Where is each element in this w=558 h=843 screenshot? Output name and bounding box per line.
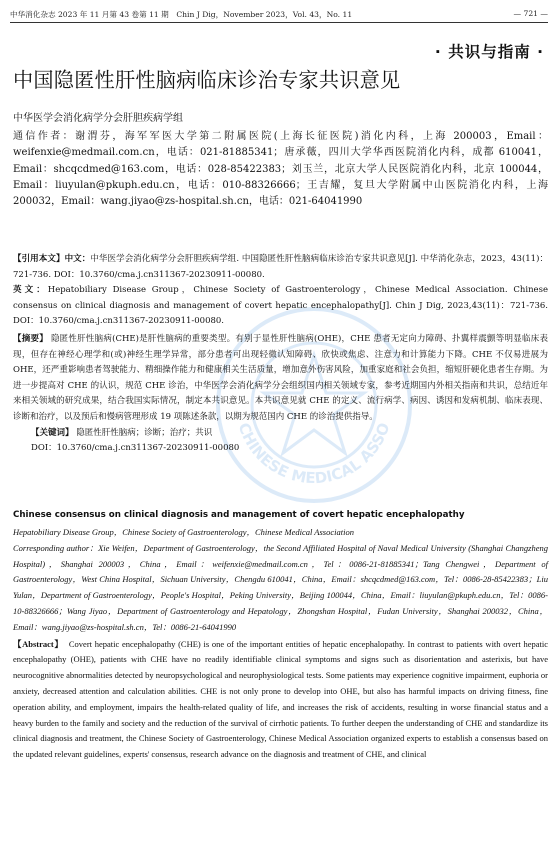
keywords-cn-text: 隐匿性肝性脑病；诊断；治疗；共识 bbox=[76, 427, 213, 438]
abstract-cn-label: 【摘要】 bbox=[13, 333, 48, 344]
citation-cn bbox=[13, 252, 548, 283]
chinese-front-matter bbox=[13, 252, 548, 457]
running-head bbox=[10, 9, 548, 20]
author-block bbox=[13, 111, 548, 210]
keywords-cn-label: 【关键词】 bbox=[31, 427, 74, 438]
english-group: Hepatobiliary Disease Group，Chinese Society of Gastroenterology，Chinese Medical Association bbox=[13, 527, 354, 537]
abstract-cn-text: 隐匿性肝性脑病(CHE)是肝性脑病的重要类型。有别于显性肝性脑病(OHE)，CHE 患者无定向力障碍、扑翼样震颤等明显临床表现，但存在神经心理学和(或)神经生理学异常，部分患者可出现轻微认知障碍、欣快或焦虑、注意力和计算能力下降。CHE 不仅易进展为 OHE，还严重影响患者驾驶能力、精细操作能力和健康相关生活质量，增加意外伤害风险，加重家庭和社会负担，缩短肝硬化患者生存期。为进一步提高对 CHE 的认识，规范 CHE 诊治，中华医学会消化病学分会组织国内相关领域专家，参考近期国内外相关指南和共识，总结近年来相关领域的研究成果，结合我国实际情况，制定本共识意见。本共识意见就 CHE 的定义、流行病学、病因、诱因和发病机制、临床表现、诊断和治疗，以及预后和慢病管理形成 19 项陈述条款，以期为规范国内 CHE 的诊治提供指导。 bbox=[13, 333, 548, 422]
watermark-arc-text: CHINESE MEDICAL ASSO bbox=[234, 420, 394, 488]
citation-en-text: Hepatobiliary Disease Group，Chinese Society of Gastroenterology，Chinese Medical Association. Chinese consensus on clinical diagnosis and management of covert hepatic encephalopathy[J]. Chin J Dig, 2023,43(11)：721-736. DOI：10.3760/cma.j.cn311367-20230911-00080. bbox=[13, 285, 548, 327]
header-rule bbox=[10, 22, 548, 23]
english-abstract bbox=[13, 637, 548, 763]
citation-cn-prefix: 中文： bbox=[64, 254, 91, 264]
citation-en-label: 英文： bbox=[13, 285, 48, 296]
english-abstract-text: Covert hepatic encephalopathy (CHE) is one of the important entities of hepatic encephalopathy. In contrast to patients with overt hepatic encephalopathy (OHE), patients with CHE have no readily identifiable clinical symptoms and signs such as disorientation and asterixis, but have neurocognitive abnormalities detected by neuropsychological and neurophysiological tests. Some patients may experience cognitive impairment, euphoria or anxiety, decreased attention and calculation abilities. CHE is not only prone to develop into OHE, but also has harmful impacts on driving fitness, fine operation ability, and employment, impairs the health-related quality of life, and increases the risk of accidents, resulting in worse financial status and a heavy burden to the family and society and the reduction of the survival of cirrhotic patients. To further deepen the understanding of CHE and standardize its clinical diagnosis and treatment, the Chinese Society of Gastroenterology, Chinese Medical Association organized experts to establish a consensus based on the updated relevant guidelines, experts' consensus, research advance on the diagnosis and treatment of CHE, and clinical bbox=[13, 638, 548, 760]
column-tag: · 共识与指南 · bbox=[434, 43, 544, 61]
english-abstract-label: 【Abstract】 bbox=[13, 638, 64, 649]
author-organization: 中华医学会消化病学分会肝胆疾病学组 bbox=[13, 113, 183, 124]
citation-cn-text: 中华医学会消化病学分会肝胆疾病学组. 中国隐匿性肝性脑病临床诊治专家共识意见[J]. 中华消化杂志，2023，43(11)：721-736. DOI：10.3760/cma.j.cn311367-20230911-00080. bbox=[13, 254, 548, 280]
keywords-cn bbox=[13, 426, 548, 442]
corresponding-authors: 通信作者：谢渭芬，海军军医大学第二附属医院(上海长征医院)消化内科，上海 200003，Email：weifenxie@medmail.com.cn，电话：021-81885341；唐承薇，四川大学华西医院消化内科，成都 610041，Email：shcqcdmed@163.com，电话：028-85422383；刘玉兰，北京大学人民医院消化内科，北京 100044，Email：liuyulan@pkuph.edu.cn，电话：010-88326666；王吉耀，复旦大学附属中山医院消化内科，上海 200032，Email：wang.jiyao@zs-hospital.sh.cn，电话：021-64041990 bbox=[13, 131, 548, 208]
english-title: Chinese consensus on clinical diagnosis and management of covert hepatic encephalopathy bbox=[13, 510, 465, 520]
doi: DOI：10.3760/cma.j.cn311367-20230911-00080 bbox=[31, 443, 240, 454]
citation-en bbox=[13, 283, 548, 330]
article-title: 中国隐匿性肝性脑病临床诊治专家共识意见 bbox=[13, 68, 401, 92]
abstract-cn bbox=[13, 332, 548, 426]
page-number: — 721 — bbox=[513, 9, 548, 18]
english-front-matter bbox=[13, 525, 548, 763]
journal-info: 中华消化杂志 2023 年 11 月第 43 卷第 11 期 Chin J Dig，November 2023，Vol. 43，No. 11 bbox=[10, 10, 353, 19]
english-corresponding: Corresponding author：Xie Weifen，Department of Gastroenterology，the Second Affiliated Hospital of Naval Medical University (Shanghai Changzheng Hospital)，Shanghai 200003，China，Email：weifenxie@medmail.com.cn，Tel：0086-21-81885341；Tang Chengwei，Department of Gastroenterology，West China Hospital，Sichuan University，Chengdu 610041，China，Email：shcqcdmed@163.com，Tel：0086-28-85422383；Liu Yulan，Department of Gastroenterology，People's Hospital，Peking University，Beijing 100044，China，Email：liuyulan@pkuph.edu.cn，Tel：0086-10-88326666；Wang Jiyao，Department of Gastroenterology and Hepatology，Zhongshan Hospital，Fudan University，Shanghai 200032，China，Email：wang.jiyao@zs-hospital.sh.cn，Tel：0086-21-64041990 bbox=[13, 542, 548, 632]
citation-label: 【引用本文】 bbox=[13, 254, 65, 264]
